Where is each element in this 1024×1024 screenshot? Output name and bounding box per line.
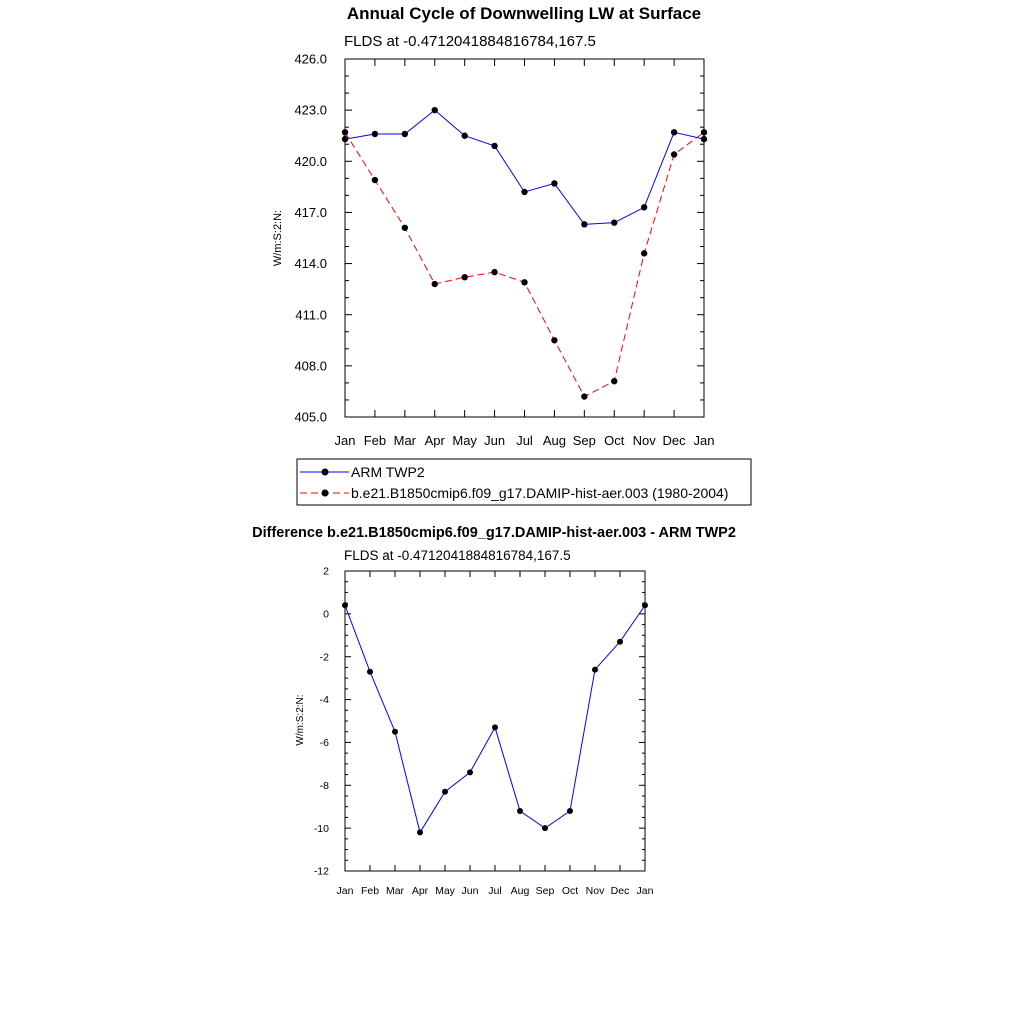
chart2-subtitle: FLDS at -0.4712041884816784,167.5 <box>344 548 571 563</box>
x-tick-label: Mar <box>385 885 405 897</box>
data-point-s1-5 <box>491 269 497 275</box>
x-tick-label: Aug <box>542 433 566 448</box>
y-tick-label: -10 <box>313 822 329 835</box>
data-point-s0-10 <box>641 204 647 210</box>
data-point-s0-5 <box>467 769 473 775</box>
y-tick-label: -8 <box>319 779 329 792</box>
x-tick-label: Oct <box>561 885 579 897</box>
legend-label-arm: ARM TWP2 <box>351 464 425 480</box>
legend-marker-arm <box>322 469 329 476</box>
legend-entry-model <box>300 485 728 501</box>
y-tick-label: 0 <box>323 608 329 621</box>
x-tick-label: May <box>435 885 455 897</box>
data-point-s0-3 <box>417 829 423 835</box>
chart2-ylabel: W/m:S:2:N: <box>295 694 306 746</box>
series-line-1 <box>345 132 704 396</box>
y-tick-label: 417.0 <box>294 204 327 220</box>
y-tick-label: 420.0 <box>294 153 327 169</box>
y-tick-label: -12 <box>313 865 329 878</box>
x-tick-label: Apr <box>411 885 429 897</box>
data-point-s0-7 <box>551 180 557 186</box>
data-point-s1-3 <box>432 281 438 287</box>
data-point-s1-0 <box>342 129 348 135</box>
legend-marker-model <box>322 490 329 497</box>
y-tick-label: 423.0 <box>294 102 327 118</box>
data-point-s1-2 <box>402 225 408 231</box>
data-point-s0-10 <box>592 667 598 673</box>
data-point-s0-2 <box>392 729 398 735</box>
y-tick-label: 414.0 <box>294 256 327 272</box>
data-point-s1-4 <box>461 274 467 280</box>
x-tick-label: Jul <box>516 433 533 448</box>
data-point-s0-12 <box>701 136 707 142</box>
x-tick-label: Apr <box>424 433 445 448</box>
y-tick-label: 426.0 <box>294 51 327 67</box>
x-tick-label: May <box>452 433 477 448</box>
chart1-subtitle: FLDS at -0.4712041884816784,167.5 <box>344 33 596 50</box>
x-tick-label: Jun <box>461 885 479 897</box>
data-point-s0-8 <box>542 825 548 831</box>
x-tick-label: Jul <box>488 885 502 897</box>
x-tick-label: Feb <box>360 885 380 897</box>
data-point-s0-6 <box>492 724 498 730</box>
data-point-s0-1 <box>372 131 378 137</box>
data-point-s0-0 <box>342 136 348 142</box>
plot-frame <box>345 59 704 417</box>
data-point-s0-12 <box>642 602 648 608</box>
x-tick-label: Feb <box>363 433 387 448</box>
x-tick-label: Aug <box>510 885 530 897</box>
x-tick-label: Jan <box>334 433 356 448</box>
data-point-s0-9 <box>567 808 573 814</box>
chart2-title: Difference b.e21.B1850cmip6.f09_g17.DAMIP-hist-aer.003 - ARM TWP2 <box>252 525 736 541</box>
data-point-s0-11 <box>617 639 623 645</box>
series-line-0 <box>345 605 645 832</box>
y-tick-label: -2 <box>319 651 329 664</box>
chart1-legend <box>297 459 751 505</box>
x-tick-label: Dec <box>610 885 630 897</box>
chart1-plot-area <box>294 52 714 448</box>
data-point-s1-8 <box>581 393 587 399</box>
x-tick-label: Sep <box>535 885 555 897</box>
y-tick-label: -4 <box>319 694 329 707</box>
series-line-0 <box>345 110 704 224</box>
data-point-s1-6 <box>521 279 527 285</box>
data-point-s0-9 <box>611 219 617 225</box>
data-point-s1-9 <box>611 378 617 384</box>
x-tick-label: Oct <box>604 433 625 448</box>
data-point-s1-12 <box>701 129 707 135</box>
x-tick-label: Mar <box>393 433 417 448</box>
data-point-s0-2 <box>402 131 408 137</box>
chart1-title: Annual Cycle of Downwelling LW at Surface <box>346 4 702 23</box>
data-point-s0-6 <box>521 189 527 195</box>
y-tick-label: -6 <box>319 737 329 750</box>
data-point-s0-5 <box>491 143 497 149</box>
x-tick-label: Jan <box>693 433 715 448</box>
difference-chart <box>252 525 736 897</box>
y-tick-label: 405.0 <box>294 409 327 425</box>
data-point-s0-4 <box>442 789 448 795</box>
x-tick-label: Jan <box>636 885 654 897</box>
data-point-s0-3 <box>432 107 438 113</box>
x-tick-label: Jan <box>336 885 354 897</box>
data-point-s1-1 <box>372 177 378 183</box>
chart2-plot-area <box>314 566 654 897</box>
annual-cycle-chart <box>272 4 751 505</box>
data-point-s1-10 <box>641 250 647 256</box>
data-point-s1-7 <box>551 337 557 343</box>
data-point-s0-1 <box>367 669 373 675</box>
x-tick-label: Nov <box>585 885 605 897</box>
x-tick-label: Jun <box>484 433 506 448</box>
data-point-s0-0 <box>342 602 348 608</box>
data-point-s0-8 <box>581 221 587 227</box>
data-point-s0-4 <box>461 133 467 139</box>
y-tick-label: 2 <box>323 565 329 578</box>
x-tick-label: Dec <box>662 433 686 448</box>
data-point-s0-11 <box>671 129 677 135</box>
legend-label-model: b.e21.B1850cmip6.f09_g17.DAMIP-hist-aer.003 (1980-2004) <box>351 485 729 501</box>
data-point-s1-11 <box>671 151 677 157</box>
chart1-ylabel: W/m:S:2:N: <box>272 209 284 267</box>
y-tick-label: 408.0 <box>294 358 327 374</box>
data-point-s0-7 <box>517 808 523 814</box>
x-tick-label: Sep <box>572 433 596 448</box>
y-tick-label: 411.0 <box>295 307 327 323</box>
x-tick-label: Nov <box>632 433 656 448</box>
